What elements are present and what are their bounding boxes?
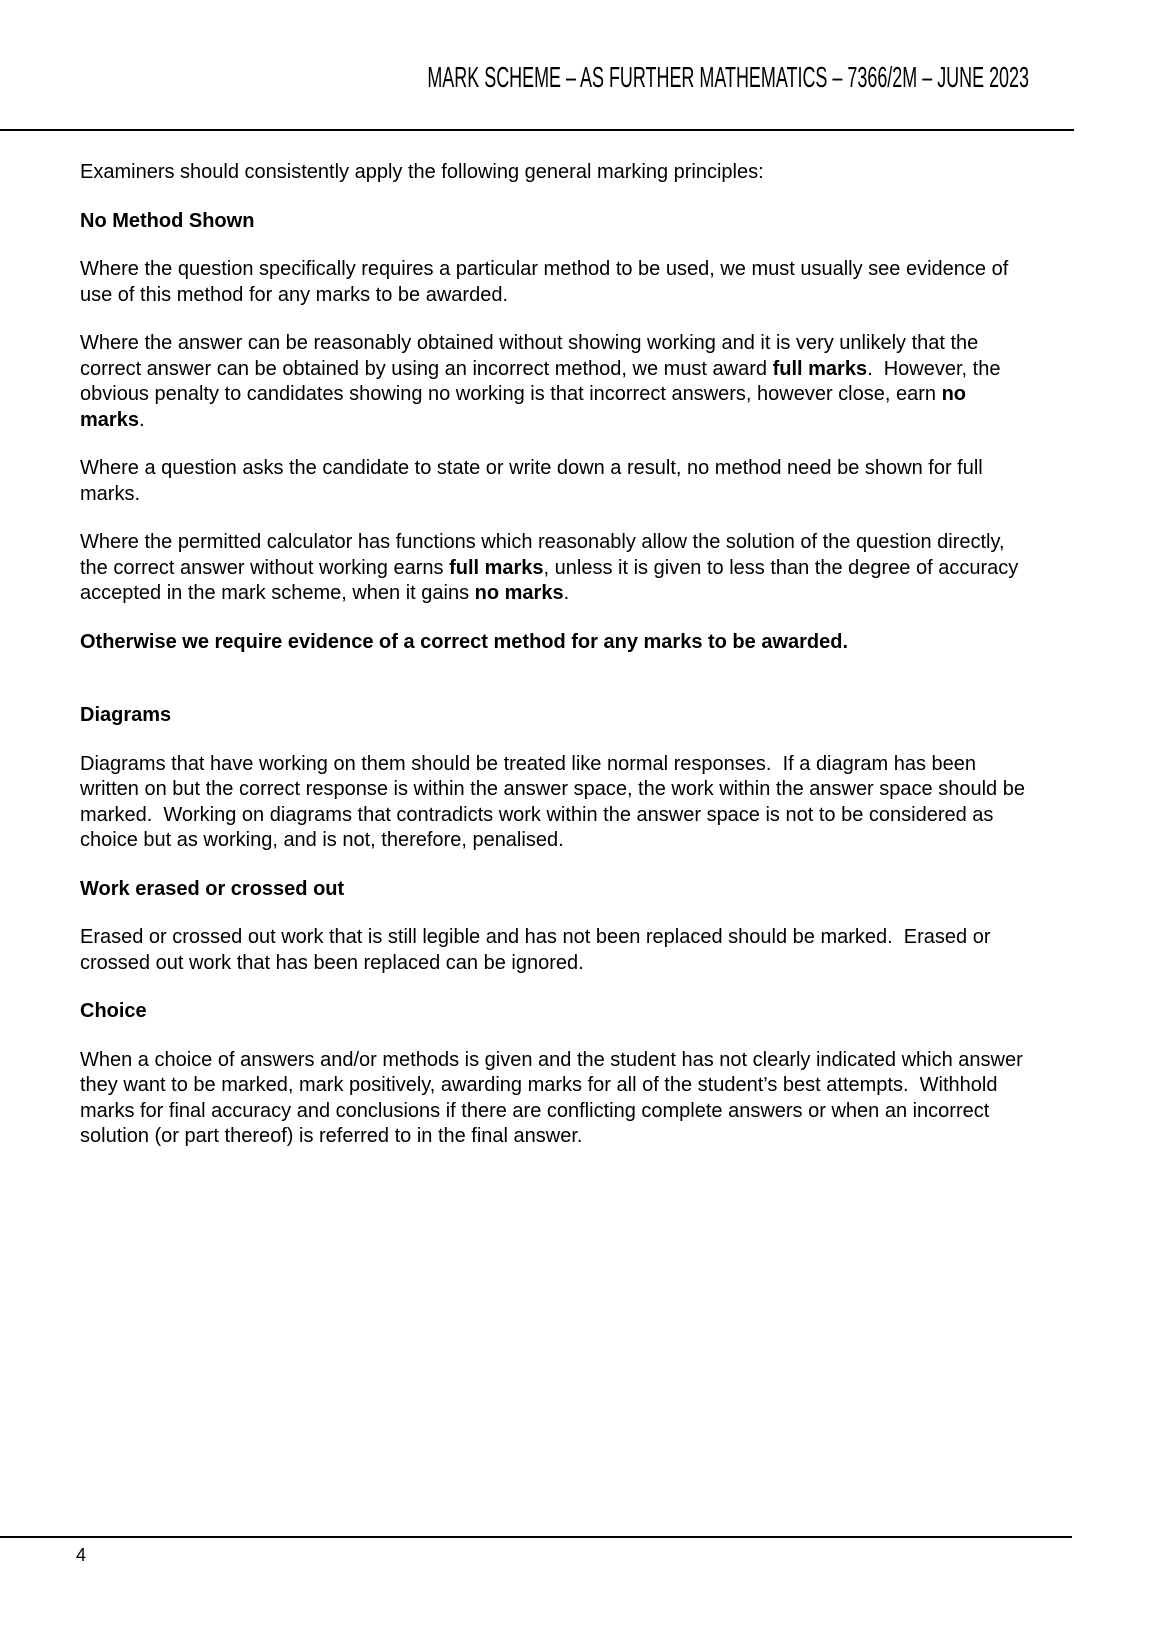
paragraph-answer-without-working xyxy=(80,331,1032,433)
bold-text-run: full marks xyxy=(449,556,544,579)
paragraph-choice xyxy=(80,1048,1032,1150)
bold-text-run: No Method Shown xyxy=(80,209,255,232)
text-run: Where the question specifically requires a particular method to be used, we must usually see evidence of use of this method for any marks to be awarded. xyxy=(80,258,1014,306)
page-number: 4 xyxy=(76,1545,87,1565)
text-run: Where a question asks the candidate to state or write down a result, no method need be shown for full marks. xyxy=(80,457,989,505)
text-run: . xyxy=(138,408,145,431)
bold-text-run: no marks xyxy=(474,582,564,604)
bold-text-run: no marks xyxy=(80,383,972,431)
bold-text-run: Diagrams xyxy=(80,704,172,726)
paragraph-work-erased xyxy=(80,925,1032,976)
bold-text-run: full marks xyxy=(772,357,868,380)
bold-text-run: Work erased or crossed out xyxy=(80,877,345,900)
footer-divider xyxy=(0,1536,1072,1538)
text-run: . However, the obvious penalty to candidates showing no working is that incorrect answers, however close, earn xyxy=(80,357,1007,405)
header-divider xyxy=(0,129,1074,131)
heading-diagrams xyxy=(80,703,1032,729)
paragraph-state-or-write-down xyxy=(80,456,1032,507)
intro-paragraph xyxy=(80,160,1032,186)
paragraph-otherwise-evidence xyxy=(80,630,1032,656)
paragraph-method-required xyxy=(80,257,1032,308)
heading-work-erased xyxy=(80,877,1032,903)
text-run: , unless it is given to less than the degree of accuracy accepted in the mark scheme, when it gains xyxy=(80,556,1024,604)
text-run: Where the answer can be reasonably obtained without showing working and it is very unlikely that the correct answer can be obtained by using an incorrect method, we must award xyxy=(80,332,984,380)
bold-text-run: Otherwise we require evidence of a correct method for any marks to be awarded. xyxy=(80,630,849,653)
page-header-title: MARK SCHEME – AS FURTHER MATHEMATICS – 7366/2M – JUNE 2023 xyxy=(427,62,1029,94)
heading-no-method-shown xyxy=(80,209,1032,235)
bold-text-run: Choice xyxy=(80,1000,147,1022)
text-run: Where the permitted calculator has functions which reasonably allow the solution of the question directly, the correct answer without working earns xyxy=(80,531,1011,579)
paragraph-diagrams xyxy=(80,752,1032,854)
text-run: Diagrams that have working on them should be treated like normal responses. If a diagram has been written on but the correct response is within the answer space, the work within the answer space should be marked. Working on diagrams that contradicts work within the answer space is not to be considered as choice but as working, and is not, therefore, penalised. xyxy=(80,752,1031,851)
text-run: . xyxy=(563,582,570,604)
text-run: Erased or crossed out work that is still legible and has not been replaced should be marked. Erased or crossed out work that has been replaced can be ignored. xyxy=(80,926,997,974)
paragraph-permitted-calculator xyxy=(80,530,1032,607)
text-run: When a choice of answers and/or methods is given and the student has not clearly indicated which answer they want to be marked, mark positively, awarding marks for all of the student’s best attempts. Withhold marks for final accuracy and conclusions if there are conflicting complete answers or when an incorrect solution (or part thereof) is referred to in the final answer. xyxy=(80,1048,1029,1147)
document-body xyxy=(80,160,1032,1173)
heading-choice xyxy=(80,999,1032,1025)
text-run: Examiners should consistently apply the following general marking principles: xyxy=(80,161,764,183)
